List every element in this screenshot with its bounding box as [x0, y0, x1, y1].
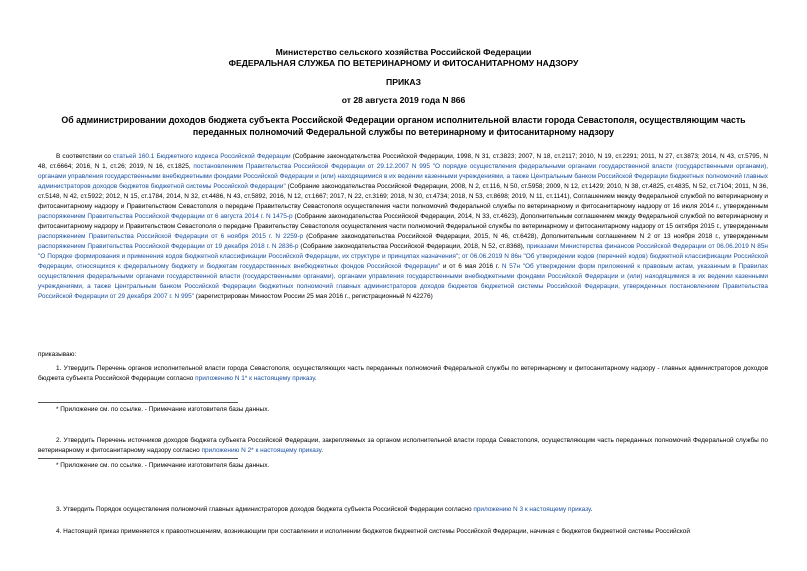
preamble — [38, 152, 768, 302]
service-name: ФЕДЕРАЛЬНАЯ СЛУЖБА ПО ВЕТЕРИНАРНОМУ И ФИТОСАНИТАРНОМУ НАДЗОРУ — [228, 58, 579, 68]
document-title: Об администрировании доходов бюджета субъекта Российской Федерации органом исполнительной власти города Севастополя, осуществляющим часть переданных полномочий Федеральной службы по ветеринарному и фитосанитарному надзору — [61, 115, 746, 137]
ordered-line: приказываю: — [38, 351, 77, 358]
link-government-decree-995[interactable]: постановлением Правительства Российской Федерации от 29.12.2007 N 995 "О порядке осуществления федеральными органами государственной власти (государственными органами), органами управления государственными внебюджетными фондами Российской Федерации и (или) находящимися в их ведении казенными учреждениями, а также Центральным банком Российской Федерации бюджетных полномочий главных администраторов доходов бюджетов бюджетной системы Российской Федерации" — [38, 163, 769, 190]
link-order-2836-r[interactable]: распоряжением Правительства Российской Федерации от 19 декабря 2018 г. N 2836-р — [38, 243, 299, 250]
paragraph-4 — [38, 527, 768, 537]
paragraph-2 — [38, 436, 768, 456]
paragraph-3-end: . — [590, 506, 593, 513]
paragraph-1 — [38, 364, 768, 384]
footnote-separator — [38, 402, 238, 403]
paragraph-1-text: 1. Утвердить Перечень органов исполнительной власти города Севастополя, осуществляющих часть переданных полномочий Федеральной службы по ветеринарному и фитосанитарному надзору - главных администраторов доходов бюджета субъекта Российской Федерации согласно — [38, 365, 768, 382]
preamble-text: ; — [458, 253, 462, 260]
paragraph-2-text: 2. Утвердить Перечень источников доходов бюджета субъекта Российской Федерации, закрепляемых за органом исполнительной власти города Севастополя, осуществляющим часть переданных полномочий Федеральной службы по ветеринарному и фитосанитарному надзору согласно — [38, 437, 768, 454]
footnote-1-text: * Приложение см. по ссылке. - Примечание изготовителя базы данных. — [56, 406, 270, 413]
preamble-text: В соответствии со — [56, 153, 114, 160]
preamble-text: (Собрание законодательства Российской Федерации, 2015, N 46, ст.6428), Дополнительным соглашением N 2 от 13 ноября 2018 г., утвержденным — [303, 233, 768, 240]
link-appendix-3[interactable]: приложению N 3 к настоящему приказу — [473, 506, 591, 513]
ministry-name: Министерство сельского хозяйства Российской Федерации — [275, 47, 532, 57]
preamble-text: (Собрание законодательства Российской Федерации, 2008, N 2, ст.116, N 50, ст.5958; 2009, N 12, ст.1429; 2010, N 38, ст.4825, ст.4835, N 52, ст.7104; 2011, N 36, ст.5148, N 42, ст.5922; 2012, N 15, ст.1784, 2014, N 32, ст.4486, N 43, ст.5892, 2016, N 12, ст.1667; 2017, N 22, ст.3169; 2018, N 30, ст.4734; 2018, N 53, ст.8698; 2019, N 11, ст.1141), Соглашением между Федеральной службой по ветеринарному и фитосанитарному надзору и Правительством Севастополя о передаче Правительству Севастополя осуществления части полномочий Федеральной службы по ветеринарному и фитосанитарному надзору от 16 июля 2014 г., утвержденным — [38, 183, 768, 210]
paragraph-1-end: . — [314, 375, 317, 382]
paragraph-3-text: 3. Утвердить Порядок осуществления полномочий главных администраторов доходов бюджета субъекта Российской Федерации согласно — [56, 506, 474, 513]
preamble-text: (зарегистрирован Минюстом России 25 мая 2016 г., регистрационный N 42276) — [193, 293, 433, 300]
preamble-text: (Собрание законодательства Российской Федерации, 1998, N 31, ст.3823; 2007, N 18, ст.2117; 2010, N 19, ст.2291; 2011, N 27, ст.3873; 2014, N 43, ст.5795, N 48, ст.6664; 2016, N 1, ст.26; 2019, N 16, ст.1825, — [38, 153, 768, 170]
link-order-1475-r[interactable]: распоряжением Правительства Российской Федерации от 6 августа 2014 г. N 1475-р — [38, 213, 293, 220]
paragraph-3 — [38, 505, 768, 515]
preamble-text: (Собрание законодательства Российской Федерации, 2018, N 52, ст.8368), — [298, 243, 527, 250]
link-budget-code-article[interactable]: статьей 160.1 Бюджетного кодекса Российской Федерации — [113, 153, 291, 160]
document-date: от 28 августа 2019 года N 866 — [341, 95, 466, 105]
link-minfin-order-85n[interactable]: приказами Министерства финансов Российской Федерации от 06.06.2019 N 85н "О Порядке формирования и применения кодов бюджетной классификации Российской Федерации, их структуре и принципах назначения" — [38, 243, 768, 260]
footnote-2 — [38, 461, 768, 471]
link-minfin-order-86n[interactable]: от 06.06.2019 N 86н "Об утверждении кодов (перечней кодов) бюджетной классификации Российской Федерации, относящихся к федеральному бюджету и бюджетам государственных внебюджетных фондов Российской Федерации" — [38, 253, 769, 270]
link-appendix-2[interactable]: приложению N 2* к настоящему приказу — [201, 447, 322, 454]
footnote-separator — [38, 458, 238, 459]
link-appendix-1[interactable]: приложению N 1* к настоящему приказу — [195, 375, 315, 382]
link-minfin-order-57n[interactable]: N 57н "Об утверждении форм приложений к правовым актам, указанным в Правилах осуществления федеральными органами государственной власти (государственными органами), органами управления государственными внебюджетными фондами Российской Федерации и (или) находящимися в их ведении казенными учреждениями, а также Центральным банком Российской Федерации бюджетных полномочий главных администраторов доходов бюджетов бюджетной системы Российской Федерации, утвержденных постановлением Правительства Российской Федерации от 29 декабря 2007 г. N 995" — [38, 263, 768, 300]
link-order-2259-r[interactable]: распоряжением Правительства Российской Федерации от 6 ноября 2015 г. N 2259-р — [38, 233, 304, 240]
preamble-text: и от 6 мая 2016 г. — [440, 263, 502, 270]
paragraph-4-text: 4. Настоящий приказ применяется к правоотношениям, возникающим при составлении и исполнении бюджетов бюджетной системы Российской Федерации, начиная с бюджетов бюджетной системы Российской — [56, 528, 690, 535]
preamble-text: (Собрание законодательства Российской Федерации, 2014, N 33, ст.4623), Дополнительным соглашением между Федеральной службой по ветеринарному и фитосанитарному надзору и Правительством Севастополя о передаче Правительству Севастополя осуществления части полномочий Федеральной службы по ветеринарному и фитосанитарному надзору от 15 октября 2015 г., утвержденным — [38, 213, 768, 230]
footnote-2-text: * Приложение см. по ссылке. - Примечание изготовителя базы данных. — [56, 462, 270, 469]
paragraph-2-end: . — [321, 447, 324, 454]
document-type: ПРИКАЗ — [386, 77, 421, 87]
footnote-1 — [38, 405, 768, 415]
